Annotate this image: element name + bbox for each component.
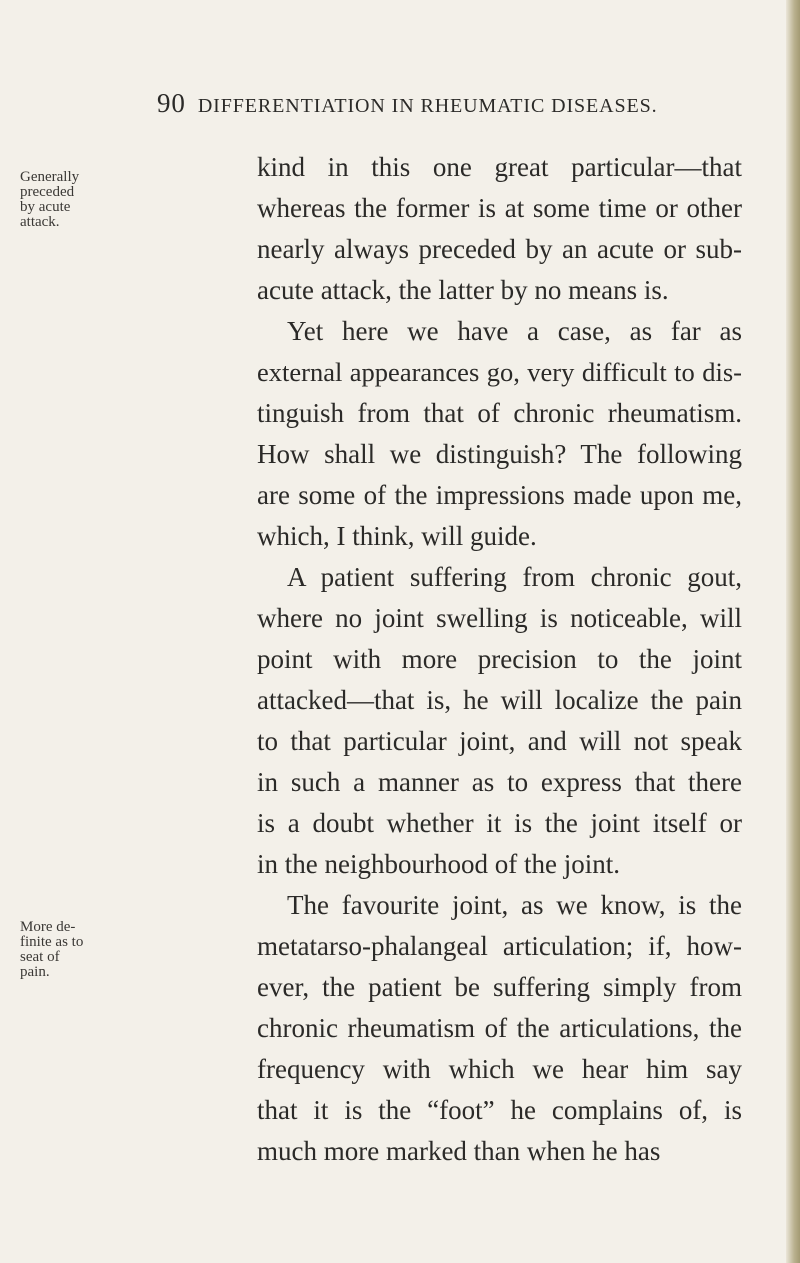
running-header — [157, 88, 757, 119]
text-line: which, I think, will guide. — [257, 521, 537, 551]
text-line: How shall we distinguish? The following — [257, 439, 742, 469]
running-title: DIFFERENTIATION IN RHEUMATIC DISEASES. — [197, 95, 658, 117]
text-line: nearly always preceded by an acute or sub- — [257, 234, 742, 264]
text-line: ever, the patient be suffering simply from — [257, 972, 742, 1002]
text-line: A patient suffering from chronic gout, — [287, 562, 742, 592]
text-line: tinguish from that of chronic rheumatism. — [257, 398, 742, 428]
margin-note-line: More de- — [20, 919, 76, 935]
text-line: whereas the former is at some time or other — [257, 193, 742, 223]
text-line: acute attack, the latter by no means is. — [257, 275, 669, 305]
text-line: frequency with which we hear him say — [257, 1054, 742, 1084]
text-line: Yet here we have a case, as far as — [287, 316, 742, 346]
margin-note-line: by acute — [20, 199, 71, 215]
text-line: in such a manner as to express that there — [257, 767, 742, 797]
text-line: to that particular joint, and will not speak — [257, 726, 742, 756]
margin-note-line: pain. — [20, 964, 50, 980]
margin-note-line: Generally — [20, 169, 80, 185]
margin-note-line: preceded — [20, 184, 75, 200]
text-line: that it is the “foot” he complains of, is — [257, 1095, 742, 1125]
text-line: kind in this one great particular—that — [257, 152, 742, 182]
text-line: where no joint swelling is noticeable, will — [257, 603, 742, 633]
text-line: metatarso-phalangeal articulation; if, how- — [257, 931, 742, 961]
page-edge — [786, 0, 800, 1263]
margin-note-line: seat of — [20, 949, 60, 965]
text-line: The favourite joint, as we know, is the — [287, 890, 742, 920]
margin-note-line: finite as to — [20, 934, 84, 950]
text-line: external appearances go, very difficult to dis- — [257, 357, 742, 387]
margin-note-line: attack. — [20, 214, 60, 230]
text-line: chronic rheumatism of the articulations, the — [257, 1013, 742, 1043]
page-number: 90 — [157, 88, 186, 118]
text-line: are some of the impressions made upon me, — [257, 480, 742, 510]
margin-note-generally-preceded — [20, 170, 130, 230]
text-line: is a doubt whether it is the joint itself or — [257, 808, 742, 838]
text-line: much more marked than when he has — [257, 1136, 661, 1166]
margin-note-seat-of-pain — [20, 920, 130, 980]
text-line: in the neighbourhood of the joint. — [257, 849, 620, 879]
text-line: point with more precision to the joint — [257, 644, 742, 674]
text-line: attacked—that is, he will localize the pain — [257, 685, 742, 715]
